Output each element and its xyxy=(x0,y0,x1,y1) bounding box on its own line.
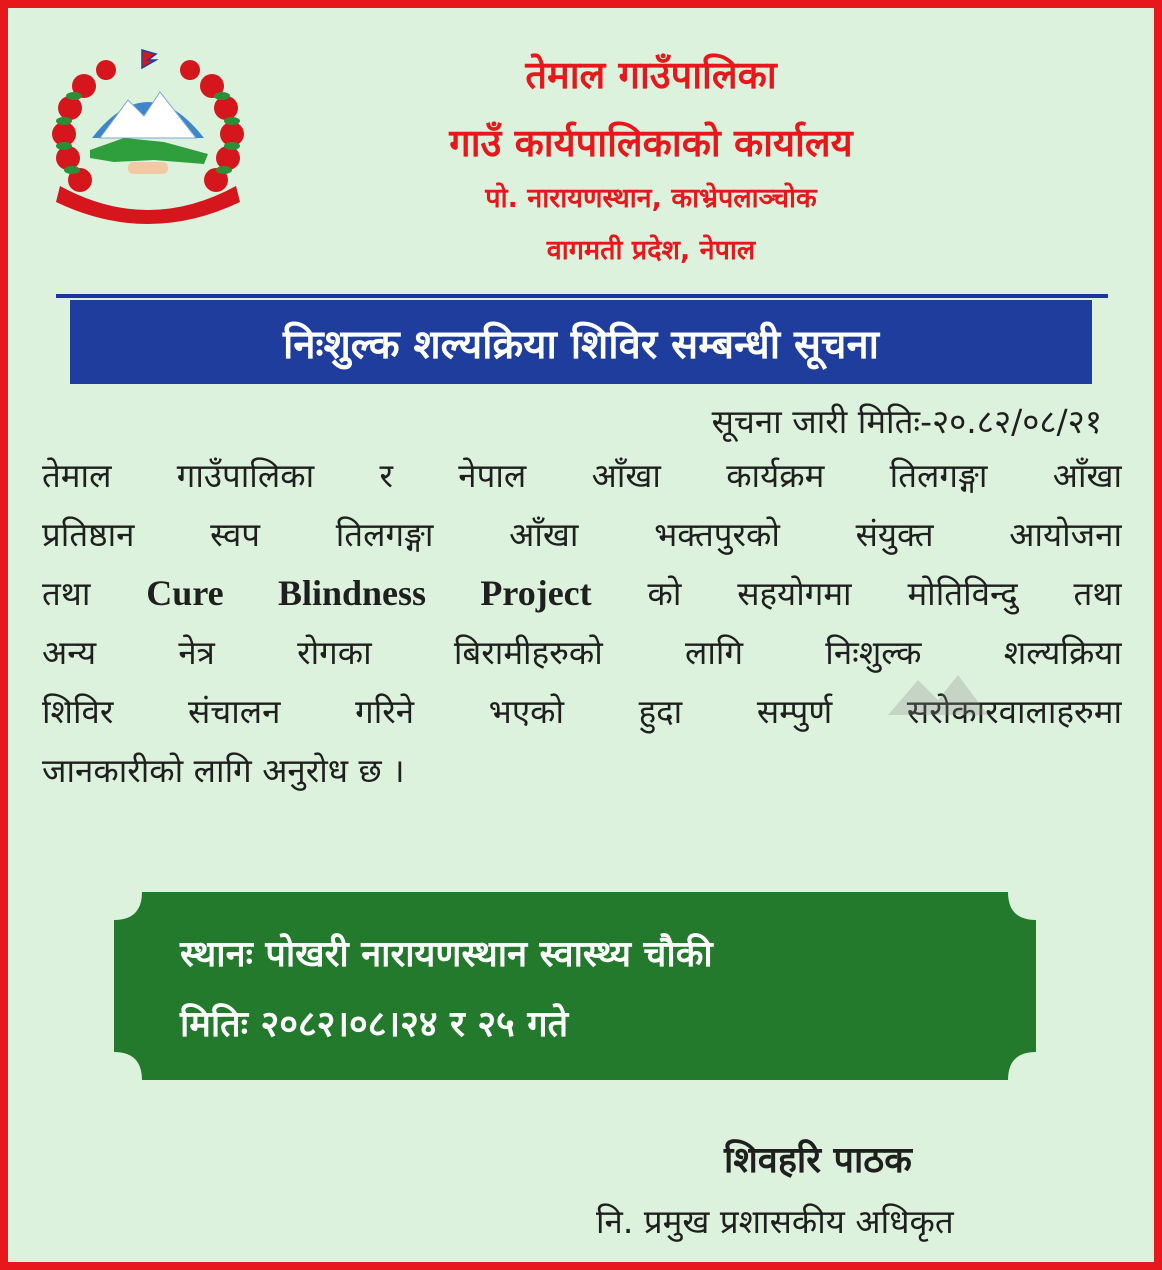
venue-date: मितिः २०८२।०८।२४ र २५ गते xyxy=(180,1004,569,1045)
body-line: शिविर संचालन गरिने भएको हुदा सम्पुर्ण सरोकारवालाहरुमा xyxy=(42,692,1122,731)
venue-place: स्थानः पोखरी नारायणस्थान स्वास्थ्य चौकी xyxy=(180,934,713,975)
body-line: जानकारीको लागि अनुरोध छ । xyxy=(42,751,405,790)
notice-title: निःशुल्क शल्यक्रिया शिविर सम्बन्धी सूचना xyxy=(70,300,1092,384)
body-line: तेमाल गाउँपालिका र नेपाल आँखा कार्यक्रम तिलगङ्गा आँखा xyxy=(42,456,1122,495)
project-name: Cure Blindness Project xyxy=(146,573,592,613)
body-line xyxy=(42,564,1122,623)
municipality-name: तेमाल गाउँपालिका xyxy=(525,53,777,97)
issue-date: सूचना जारी मितिः-२०.८२/०८/२१ xyxy=(711,402,1102,441)
office-address: पो. नारायणस्थान, काभ्रेपलाञ्चोक xyxy=(485,183,817,214)
notice-body xyxy=(42,446,1122,800)
body-line: प्रतिष्ठान स्वप तिलगङ्गा आँखा भक्तपुरको संयुक्त आयोजना xyxy=(42,515,1122,554)
office-name: गाउँ कार्यपालिकाको कार्यालय xyxy=(449,121,853,165)
body-line: अन्य नेत्र रोगका बिरामीहरुको लागि निःशुल्क शल्यक्रिया xyxy=(42,633,1122,672)
province-country: वागमती प्रदेश, नेपाल xyxy=(546,235,756,266)
signatory-title: नि. प्रमुख प्रशासकीय अधिकृत xyxy=(596,1202,954,1241)
watermark-logo-icon xyxy=(878,660,998,730)
title-rule xyxy=(56,294,1108,298)
signatory-name: शिवहरि पाठक xyxy=(724,1140,912,1181)
venue-box xyxy=(114,892,1036,1080)
body-text-segment: को सहयोगमा मोतिविन्दु तथा xyxy=(647,574,1122,613)
body-text-segment: तथा xyxy=(42,574,91,613)
